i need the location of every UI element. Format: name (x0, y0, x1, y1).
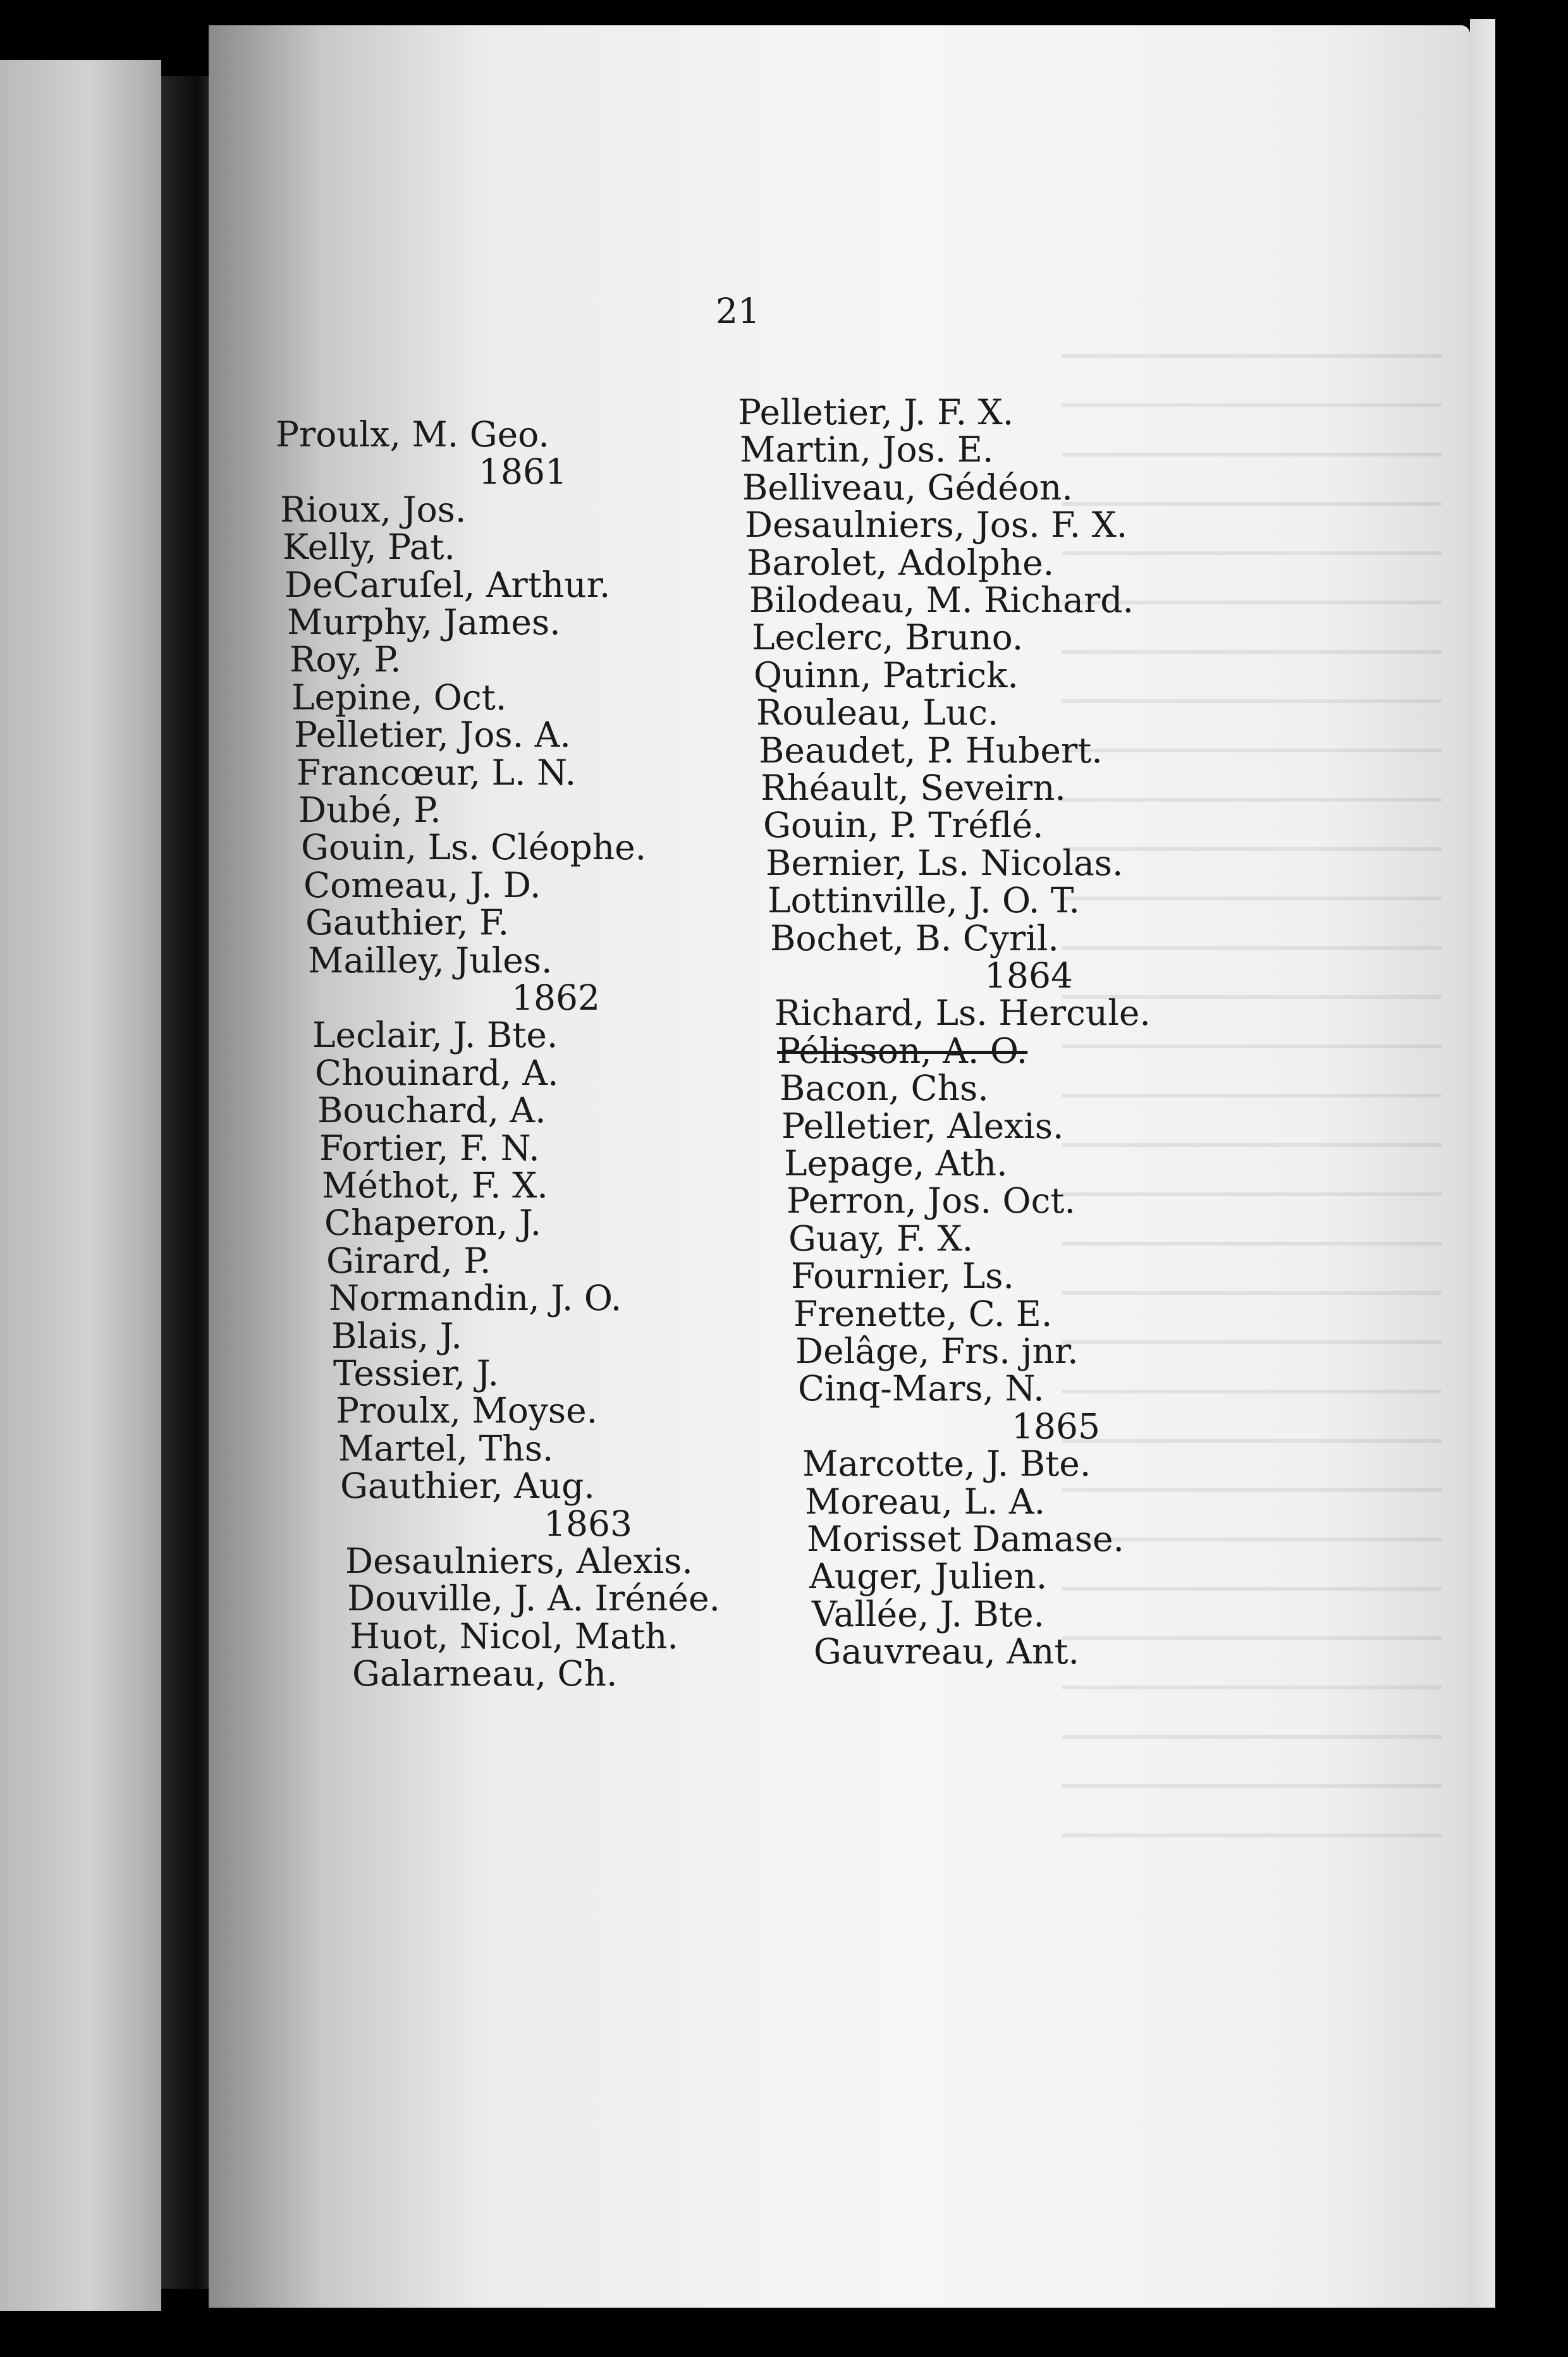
name-entry: Fortier, F. N. (319, 1128, 540, 1168)
name-entry: Fournier, Ls. (791, 1256, 1014, 1296)
year-heading: 1864 (984, 955, 1073, 996)
name-entry: Bernier, Ls. Nicolas. (766, 843, 1124, 883)
name-entry: Moreau, L. A. (805, 1481, 1046, 1522)
name-entry: Chaperon, J. (324, 1203, 542, 1243)
name-entry: Gauthier, Aug. (340, 1466, 595, 1506)
struck-name-entry: Pélisson, A. O. (777, 1031, 1028, 1071)
name-entry: Beaudet, P. Hubert. (759, 730, 1103, 771)
bleed-through-text (1062, 329, 1442, 1846)
name-entry: Desaulniers, Alexis. (345, 1541, 693, 1581)
name-entry: Rhéault, Seveirn. (761, 768, 1066, 808)
name-entry: Dubé, P. (298, 790, 441, 830)
year-heading: 1862 (511, 977, 600, 1018)
name-entry: Galarneau, Ch. (352, 1653, 618, 1694)
name-entry: Pelletier, Alexis. (781, 1106, 1064, 1146)
name-entry: Leclerc, Bruno. (752, 617, 1024, 658)
name-entry: Lepine, Oct. (291, 677, 507, 718)
name-entry: Huot, Nicol, Math. (350, 1616, 678, 1656)
name-entry: Kelly, Pat. (283, 527, 455, 567)
name-entry: Frenette, C. E. (793, 1294, 1053, 1334)
name-entry: Rouleau, Luc. (756, 692, 999, 733)
name-entry: Morisset Damase. (807, 1519, 1124, 1559)
name-entry: Chouinard, A. (315, 1053, 559, 1093)
name-entry: Vallée, J. Bte. (812, 1594, 1045, 1634)
name-entry: Auger, Julien. (809, 1556, 1048, 1596)
name-entry: Francœur, L. N. (297, 752, 577, 793)
name-entry: Gauthier, F. (305, 902, 510, 943)
name-entry: DeCaruſel, Arthur. (285, 565, 611, 605)
name-entry: Richard, Ls. Hercule. (775, 993, 1151, 1033)
name-entry: Gouin, P. Tréflé. (763, 805, 1044, 845)
name-entry: Lottinville, J. O. T. (768, 880, 1080, 921)
name-entry: Murphy, James. (287, 602, 561, 642)
name-entry: Bacon, Chs. (780, 1068, 989, 1108)
name-entry: Méthot, F. X. (322, 1165, 548, 1206)
name-entry: Proulx, Moyse. (336, 1390, 598, 1431)
name-entry: Pelletier, Jos. A. (294, 714, 571, 755)
name-entry: Quinn, Patrick. (754, 655, 1019, 695)
name-entry: Cinq-Mars, N. (798, 1368, 1044, 1409)
name-entry: Mailley, Jules. (308, 940, 553, 981)
page-number: 21 (716, 291, 760, 331)
name-entry: Bouchard, A. (317, 1090, 546, 1130)
name-entry: Bilodeau, M. Richard. (749, 580, 1134, 620)
year-heading: 1863 (544, 1503, 632, 1544)
page-right-edge (1470, 19, 1495, 2308)
name-entry: Desaulniers, Jos. F. X. (745, 505, 1128, 545)
name-entry: Delâge, Frs. jnr. (795, 1331, 1079, 1371)
name-entry: Belliveau, Gédéon. (742, 467, 1073, 508)
name-entry: Douville, J. A. Irénée. (347, 1578, 720, 1619)
name-entry: Martel, Ths. (338, 1428, 554, 1469)
name-entry: Comeau, J. D. (303, 865, 541, 905)
name-entry: Pelletier, J. F. X. (738, 392, 1014, 432)
year-heading: 1861 (479, 451, 567, 492)
facing-page-edge (0, 60, 161, 2311)
name-entry: Girard, P. (326, 1240, 491, 1281)
name-entry: Proulx, M. Geo. (276, 414, 549, 455)
name-entry: Normandin, J. O. (329, 1278, 622, 1318)
name-entry: Barolet, Adolphe. (747, 542, 1055, 583)
name-entry: Rioux, Jos. (280, 489, 467, 530)
name-entry: Gauvreau, Ant. (814, 1631, 1079, 1672)
name-entry: Gouin, Ls. Cléophe. (301, 827, 647, 867)
name-entry: Roy, P. (290, 639, 401, 680)
name-entry: Martin, Jos. E. (740, 429, 994, 470)
year-heading: 1865 (1012, 1406, 1100, 1447)
name-entry: Tessier, J. (333, 1353, 499, 1393)
name-entry: Marcotte, J. Bte. (802, 1443, 1091, 1484)
name-entry: Bochet, B. Cyril. (770, 918, 1059, 958)
name-entry: Lepage, Ath. (784, 1143, 1008, 1184)
name-entry: Leclair, J. Bte. (312, 1015, 558, 1055)
name-entry: Blais, J. (331, 1316, 462, 1356)
name-entry: Perron, Jos. Oct. (787, 1180, 1075, 1221)
name-entry: Guay, F. X. (788, 1218, 974, 1259)
